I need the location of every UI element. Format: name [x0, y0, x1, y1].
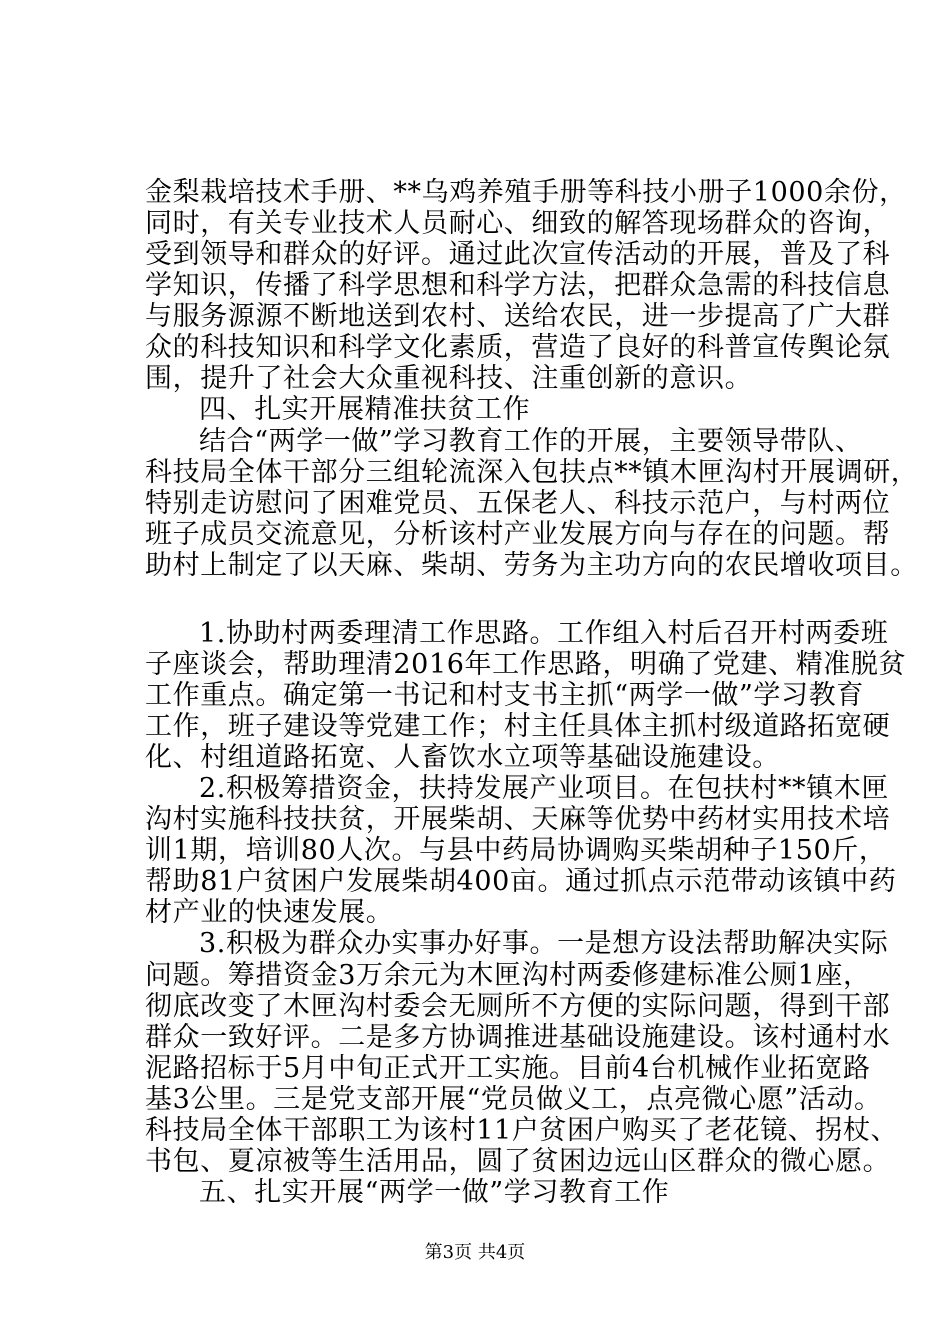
- section-heading: 四、扎实开展精准扶贫工作: [199, 394, 531, 425]
- text-line: 训1期，培训80人次。与县中药局协调购买柴胡种子150斤，: [145, 835, 887, 866]
- section-heading: 五、扎实开展“两学一做”学习教育工作: [199, 1177, 670, 1208]
- text-line: 特别走访慰问了困难党员、五保老人、科技示范户，与村两位: [145, 488, 891, 519]
- text-line: 书包、夏凉被等生活用品，圆了贫困边远山区群众的微心愿。: [145, 1146, 891, 1177]
- text-line: 彻底改变了木匣沟村委会无厕所不方便的实际问题，得到干部: [145, 991, 891, 1022]
- text-line: 帮助81户贫困户发展柴胡400亩。通过抓点示范带动该镇中药: [145, 866, 897, 897]
- text-line: 围，提升了社会大众重视科技、注重创新的意识。: [145, 363, 753, 394]
- page-footer: 第3页 共4页: [424, 1242, 526, 1263]
- text-line: 基3公里。三是党支部开展“党员做义工，点亮微心愿”活动。: [145, 1084, 882, 1115]
- text-line: 子座谈会，帮助理清2016年工作思路，明确了党建、精准脱贫: [145, 649, 907, 680]
- text-line: 2.积极筹措资金，扶持发展产业项目。在包扶村**镇木匣: [199, 773, 889, 804]
- text-line: 工作重点。确定第一书记和村支书主抓“两学一做”学习教育: [145, 680, 864, 711]
- text-line: 沟村实施科技扶贫，开展柴胡、天麻等优势中药材实用技术培: [145, 804, 891, 835]
- text-line: 与服务源源不断地送到农村、送给农民，进一步提高了广大群: [145, 301, 891, 332]
- text-line: 科技局全体干部分三组轮流深入包扶点**镇木匣沟村开展调研，: [145, 457, 919, 488]
- text-line: 材产业的快速发展。: [145, 897, 394, 928]
- text-line: 化、村组道路拓宽、人畜饮水立项等基础设施建设。: [145, 742, 780, 773]
- text-line: 众的科技知识和科学文化素质，营造了良好的科普宣传舆论氛: [145, 332, 891, 363]
- text-line: 3.积极为群众办实事办好事。一是想方设法帮助解决实际: [199, 928, 889, 959]
- text-line: 泥路招标于5月中旬正式开工实施。目前4台机械作业拓宽路: [145, 1053, 871, 1084]
- text-line: 助村上制定了以天麻、柴胡、劳务为主功方向的农民增收项目。: [145, 550, 918, 581]
- text-line: 金梨栽培技术手册、**乌鸡养殖手册等科技小册子1000余份，: [145, 177, 907, 208]
- text-line: 科技局全体干部职工为该村11户贫困户购买了老花镜、拐杖、: [145, 1115, 899, 1146]
- text-line: 学知识，传播了科学思想和科学方法，把群众急需的科技信息: [145, 270, 891, 301]
- text-line: 群众一致好评。二是多方协调推进基础设施建设。该村通村水: [145, 1022, 891, 1053]
- text-line: 同时，有关专业技术人员耐心、细致的解答现场群众的咨询，: [145, 208, 891, 239]
- text-line: 班子成员交流意见，分析该村产业发展方向与存在的问题。帮: [145, 519, 891, 550]
- text-line: 工作，班子建设等党建工作；村主任具体主抓村级道路拓宽硬: [145, 711, 891, 742]
- text-line: 受到领导和群众的好评。通过此次宣传活动的开展，普及了科: [145, 239, 891, 270]
- text-line: 1.协助村两委理清工作思路。工作组入村后召开村两委班: [199, 618, 889, 649]
- text-line: 结合“两学一做”学习教育工作的开展，主要领导带队、: [199, 426, 863, 457]
- text-line: 问题。筹措资金3万余元为木匣沟村两委修建标准公厕1座，: [145, 960, 871, 991]
